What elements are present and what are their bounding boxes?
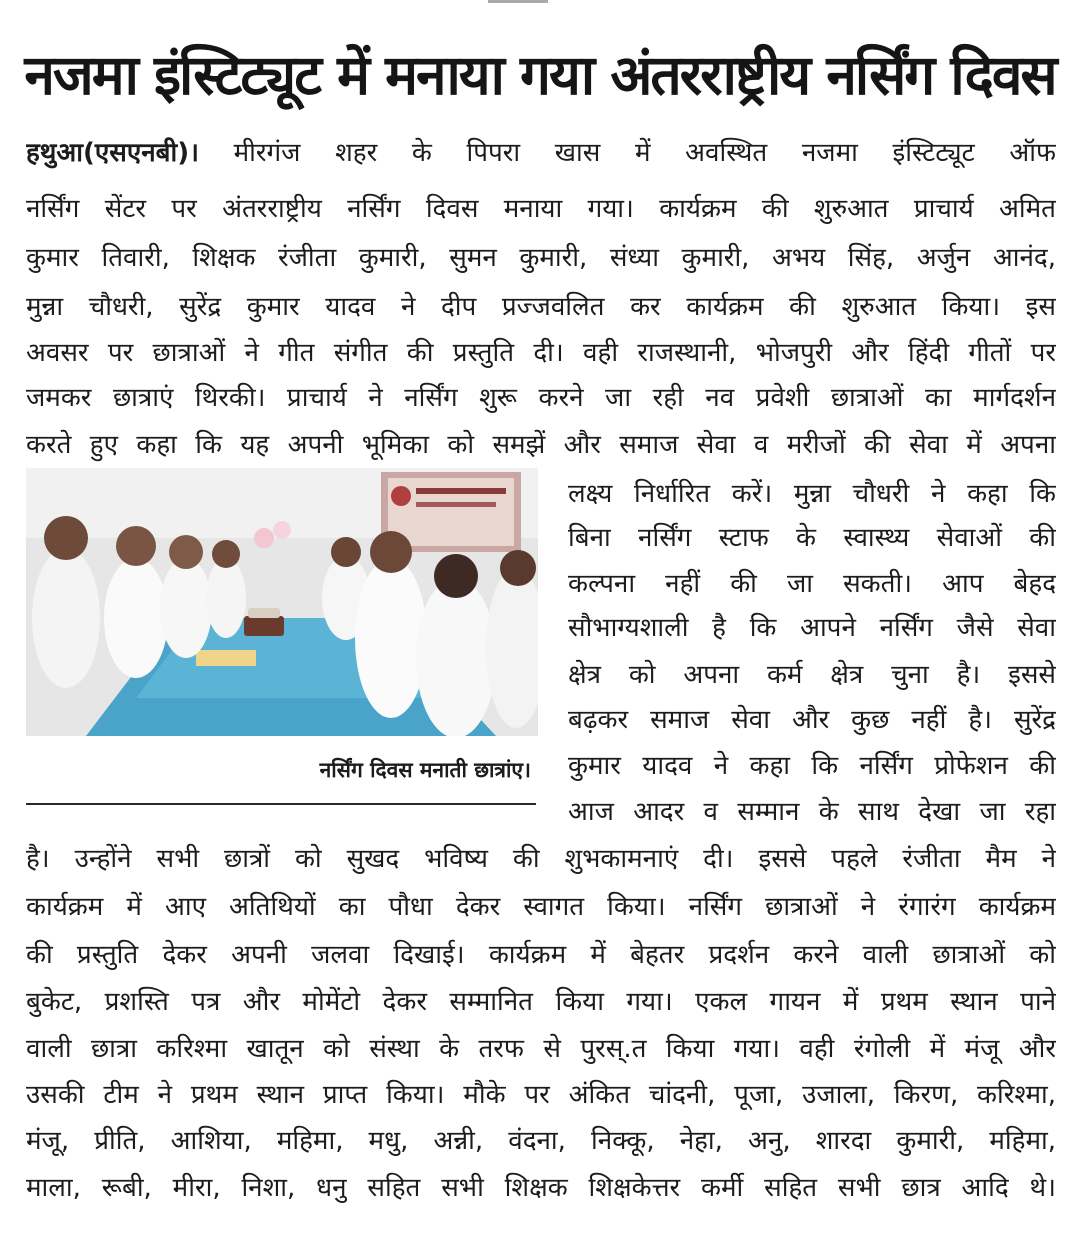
headline: नजमा इंस्टिट्यूट में मनाया गया अंतरराष्ट्रीय नर्सिंग दिवस bbox=[24, 43, 1056, 107]
article-line-23: माला, रूबी, मीरा, निशा, धनु सहित सभी शिक्षक शिक्षकेत्तर कर्मी सहित सभी छात्र आदि थे। bbox=[26, 1173, 1056, 1203]
article-line-3: कुमार तिवारी, शिक्षक रंजीता कुमारी, सुमन कुमारी, संध्या कुमारी, अभय सिंह, अर्जुन आनंद, bbox=[26, 243, 1056, 273]
article-line-17: कार्यक्रम में आए अतिथियों का पौधा देकर स्वागत किया। नर्सिंग छात्राओं ने रंगारंग कार्यक्रम bbox=[26, 892, 1056, 922]
article-line-14: कुमार यादव ने कहा कि नर्सिंग प्रोफेशन की bbox=[568, 751, 1056, 781]
caption-divider bbox=[26, 803, 536, 805]
article-line-2: नर्सिंग सेंटर पर अंतरराष्ट्रीय नर्सिंग दिवस मनाया गया। कार्यक्रम की शुरुआत प्राचार्य अमित bbox=[26, 194, 1056, 224]
article-line-20: वाली छात्रा करिश्मा खातून को संस्था के तरफ से पुरस्.त किया गया। वही रंगोली में मंजू और bbox=[26, 1034, 1056, 1064]
article-line-8: लक्ष्य निर्धारित करें। मुन्ना चौधरी ने कहा कि bbox=[568, 479, 1056, 509]
article-line-18: की प्रस्तुति देकर अपनी जलवा दिखाई। कार्यक्रम में बेहतर प्रदर्शन करने वाली छात्राओं को bbox=[26, 940, 1056, 970]
article-line-9: बिना नर्सिंग स्टाफ के स्वास्थ्य सेवाओं की bbox=[568, 523, 1056, 553]
dateline: हथुआ(एसएनबी)। bbox=[26, 138, 199, 168]
article-line-13: बढ़कर समाज सेवा और कुछ नहीं है। सुरेंद्र bbox=[568, 705, 1056, 735]
nurses-group-image bbox=[26, 468, 538, 736]
article-line-11: सौभाग्यशाली है कि आपने नर्सिंग जैसे सेवा bbox=[568, 613, 1056, 643]
article-line-15: आज आदर व सम्मान के साथ देखा जा रहा bbox=[568, 797, 1056, 827]
article-line-6: जमकर छात्राएं थिरकी। प्राचार्य ने नर्सिंग शुरू करने जा रही नव प्रवेशी छात्राओं का मार्गदर्शन bbox=[26, 383, 1056, 413]
article-line-1-text: मीरगंज शहर के पिपरा खास में अवस्थित नजमा इंस्टिट्यूट ऑफ bbox=[233, 138, 1056, 168]
article-line-19: बुकेट, प्रशस्ति पत्र और मोमेंटो देकर सम्मानित किया गया। एकल गायन में प्रथम स्थान पाने bbox=[26, 987, 1056, 1017]
article-line-1 bbox=[26, 131, 1056, 175]
article-line-7: करते हुए कहा कि यह अपनी भूमिका को समझें और समाज सेवा व मरीजों की सेवा में अपना bbox=[26, 430, 1056, 460]
photo-caption: नर्सिंग दिवस मनाती छात्रांए। bbox=[319, 758, 531, 782]
article-line-4: मुन्ना चौधरी, सुरेंद्र कुमार यादव ने दीप प्रज्जवलित कर कार्यक्रम की शुरुआत किया। इस bbox=[26, 292, 1056, 322]
page-top-mark bbox=[488, 0, 548, 11]
news-photo bbox=[26, 468, 538, 736]
article-line-22: मंजू, प्रीति, आशिया, महिमा, मधु, अन्नी, वंदना, निक्कू, नेहा, अनु, शारदा कुमारी, महिमा, bbox=[26, 1126, 1056, 1156]
article-line-5: अवसर पर छात्राओं ने गीत संगीत की प्रस्तुति दी। वही राजस्थानी, भोजपुरी और हिंदी गीतों पर bbox=[26, 338, 1056, 368]
article-line-12: क्षेत्र को अपना कर्म क्षेत्र चुना है। इससे bbox=[568, 660, 1056, 690]
article-line-21: उसकी टीम ने प्रथम स्थान प्राप्त किया। मौके पर अंकित चांदनी, पूजा, उजाला, किरण, करिश्मा, bbox=[26, 1080, 1056, 1110]
article-line-16: है। उन्होंने सभी छात्रों को सुखद भविष्य की शुभकामनाएं दी। इससे पहले रंजीता मैम ने bbox=[26, 844, 1056, 874]
article-line-10: कल्पना नहीं की जा सकती। आप बेहद bbox=[568, 569, 1056, 599]
